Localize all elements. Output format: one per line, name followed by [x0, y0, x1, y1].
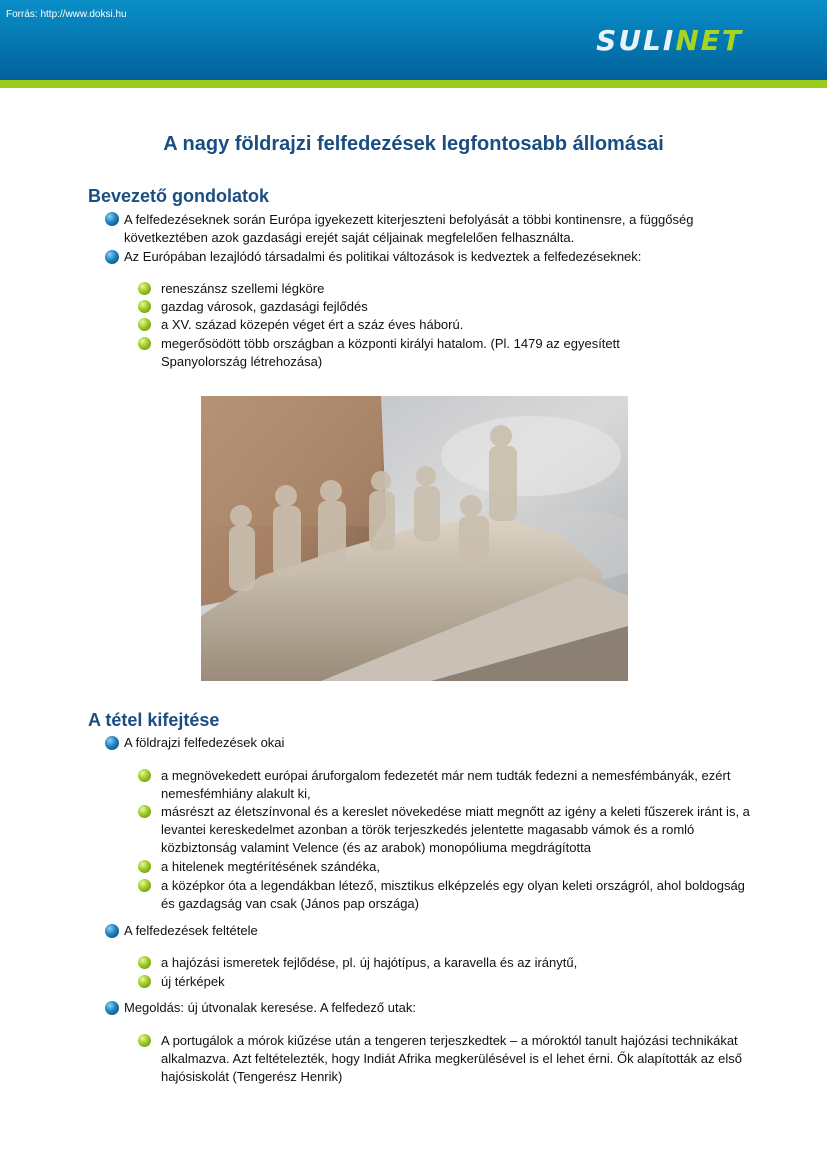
list-item: megerősödött több országban a központi királyi hatalom. (Pl. 1479 az egyesített Spanyolország létrehozása): [161, 336, 620, 369]
list-item: a középkor óta a legendákban létező, misztikus elképzelés egy olyan keleti országról, ahol boldogság és gazdagság van csak (János pap országa): [161, 878, 745, 911]
sub-bullet-icon: [138, 879, 151, 892]
bullet-icon: [105, 212, 119, 226]
list-item: új térképek: [161, 974, 225, 989]
list-item: a megnövekedett európai áruforgalom fedezetét már nem tudták fedezni a nemesfémbányák, ezért nemesfémhiány alakult ki,: [161, 768, 731, 801]
section-heading-intro: Bevezető gondolatok: [88, 186, 270, 206]
list-item: reneszánsz szellemi légköre: [161, 281, 325, 296]
list-item: másrészt az életszínvonal és a kereslet növekedése miatt megnőtt az igény a keleti fűszerek iránt is, a levantei kereskedelmet azonban a török terjeszkedés jelentette magasabb vámok és a romló közbiztonság valamint Velence (és az arabok) monopóliuma megdrágította: [161, 804, 750, 855]
bullet-icon: [105, 736, 119, 750]
sub-bullet-icon: [138, 860, 151, 873]
sub-bullet-icon: [138, 805, 151, 818]
sub-bullet-icon: [138, 975, 151, 988]
sulinet-logo: SULINET: [596, 24, 743, 57]
document-title: A nagy földrajzi felfedezések legfontosabb állomásai: [163, 133, 664, 155]
sub-bullet-icon: [138, 1034, 151, 1047]
sub-bullet-icon: [138, 769, 151, 782]
sub-bullet-icon: [138, 337, 151, 350]
intro-paragraph-1: A felfedezéseknek során Európa igyekezett kiterjeszteni befolyását a többi kontinensre, a függőség következtében azok gazdasági erejét saját céljainak megfelelően felhasználta.: [124, 212, 694, 245]
monument-photo: [201, 396, 628, 681]
sub-bullet-icon: [138, 282, 151, 295]
section-heading-main: A tétel kifejtése: [88, 710, 220, 730]
bullet-icon: [105, 250, 119, 264]
main-bullet-conditions: A felfedezések feltétele: [124, 923, 258, 938]
main-bullet-causes: A földrajzi felfedezések okai: [124, 735, 285, 750]
list-item: a hitelenek megtérítésének szándéka,: [161, 859, 380, 874]
main-bullet-solution: Megoldás: új útvonalak keresése. A felfedező utak:: [124, 1000, 416, 1015]
intro-paragraph-2: Az Európában lezajlódó társadalmi és politikai változások is kedveztek a felfedezéseknek:: [124, 249, 642, 264]
sub-bullet-icon: [138, 318, 151, 331]
bullet-icon: [105, 924, 119, 938]
header-stripe: [0, 80, 827, 88]
list-item: a XV. század közepén véget ért a száz éves háború.: [161, 317, 464, 332]
list-item: a hajózási ismeretek fejlődése, pl. új hajótípus, a karavella és az iránytű,: [161, 955, 578, 970]
list-item: gazdag városok, gazdasági fejlődés: [161, 299, 368, 314]
sub-bullet-icon: [138, 300, 151, 313]
bullet-icon: [105, 1001, 119, 1015]
site-header: [0, 0, 827, 80]
list-item: A portugálok a mórok kiűzése után a tengeren terjeszkedtek – a móroktól tanult hajózási technikákat alkalmazva. Azt feltételezték, hogy Indiát Afrika megkerülésével is el lehet érni. Ők alapították az első hajósiskolát (Tengerész Henrik): [161, 1033, 742, 1084]
source-url[interactable]: Forrás: http://www.doksi.hu: [6, 9, 127, 20]
sub-bullet-icon: [138, 956, 151, 969]
